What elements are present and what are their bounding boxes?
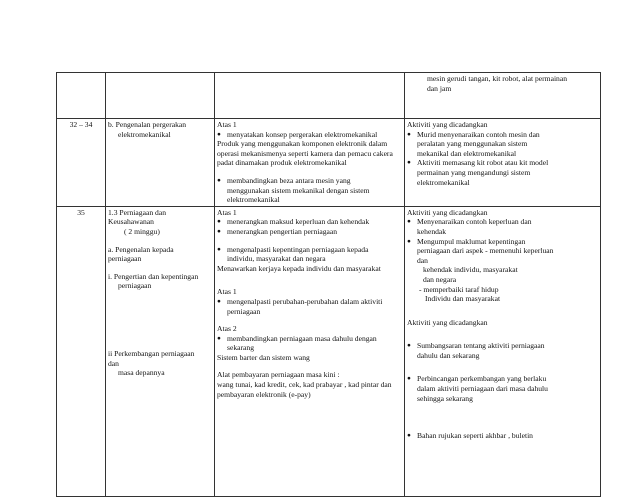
activity-cell xyxy=(405,73,601,119)
table-row xyxy=(57,119,601,207)
text-line: Sistem barter dan sistem wang xyxy=(217,352,310,362)
bullet-item: ● Perbincangan perkembangan yang berlaku dalam aktiviti perniagaan dari masa dahulu sehingga sekarang xyxy=(407,374,548,403)
topic-cell xyxy=(106,73,215,119)
outcome-title: Atas 1 xyxy=(217,207,237,217)
text-line: padat dinamakan produk elektromekanikal xyxy=(217,158,347,168)
bullet-item: ● membandingkan perniagaan masa dahulu dengan sekarang xyxy=(217,333,377,353)
text-line: Keusahawanan xyxy=(108,217,154,227)
bullet-icon: ● xyxy=(407,218,411,226)
bullet-icon: ● xyxy=(217,227,221,235)
text-line: dan xyxy=(108,358,119,368)
week-cell: 35 xyxy=(57,206,106,496)
text-line: b. Pengenalan pergerakan xyxy=(108,120,187,129)
bullet-icon: ● xyxy=(407,432,411,440)
topic-cell xyxy=(106,119,215,207)
text-line: Alat pembayaran perniagaan masa kini : xyxy=(217,370,340,380)
outcome-cell xyxy=(215,206,405,496)
bullet-icon: ● xyxy=(407,375,411,383)
outcome-cell xyxy=(215,73,405,119)
bullet-item: ● mengenalpasti perubahan-perubahan dalam aktiviti perniagaan xyxy=(217,296,383,316)
text-line: i. Pengertian dan kepentingan xyxy=(108,271,199,281)
text-line: - memperbaiki taraf hidup xyxy=(419,284,499,294)
bullet-item: ● Aktiviti memasang kit robot atau kit model permainan yang mengandungi sistem elektromekanikal xyxy=(407,158,549,187)
bullet-icon: ● xyxy=(217,297,221,305)
text-line: pembayaran elektronik (e-pay) xyxy=(217,389,311,399)
table-row xyxy=(57,73,601,119)
topic-cell xyxy=(106,206,215,496)
text-line: kehendak individu, masyarakat xyxy=(423,265,518,275)
bullet-icon: ● xyxy=(407,159,411,167)
text-line: Produk yang menggunakan komponen elektronik dalam xyxy=(217,139,388,149)
activity-cell xyxy=(405,119,601,207)
table-row xyxy=(57,206,601,496)
text-line: dan jam xyxy=(427,83,452,93)
text-line: wang tunai, kad kredit, cek, kad prabayar , kad pintar dan xyxy=(217,380,392,390)
bullet-item: ● menerangkan pengertian perniagaan xyxy=(217,226,338,236)
activity-title: Aktiviti yang dicadangkan xyxy=(407,120,488,129)
text-line: perniagaan xyxy=(108,254,142,264)
bullet-icon: ● xyxy=(217,218,221,226)
week-cell xyxy=(57,73,106,119)
bullet-icon: ● xyxy=(407,237,411,245)
activity-title: Aktiviti yang dicadangkan xyxy=(407,317,488,327)
bullet-item: ● Menyenaraikan contoh keperluan dan kehendak xyxy=(407,217,532,236)
activity-title: Aktiviti yang dicadangkan xyxy=(407,207,488,217)
text-line: elektromekanikal xyxy=(118,129,171,139)
text-line: 1.3 Perniagaan dan xyxy=(108,207,166,217)
text-line: dan negara xyxy=(423,274,457,284)
bullet-icon: ● xyxy=(217,130,221,138)
bullet-icon: ● xyxy=(407,130,411,138)
outcome-title: Atas 1 xyxy=(217,287,237,297)
outcome-title: Atas 2 xyxy=(217,324,237,334)
bullet-icon: ● xyxy=(217,334,221,342)
activity-cell xyxy=(405,206,601,496)
outcome-title: Atas 1 xyxy=(217,120,237,129)
bullet-item: ● Mengumpul maklumat kepentingan perniagaan dari aspek - memenuhi keperluan dan xyxy=(407,236,554,265)
bullet-icon: ● xyxy=(217,245,221,253)
bullet-item: ● menerangkan maksud keperluan dan kehendak xyxy=(217,217,370,227)
lesson-plan-table xyxy=(56,72,601,497)
text-line: a. Pengenalan kepada xyxy=(108,244,174,254)
bullet-item: ● menyatakan konsep pergerakan elektromekanikal xyxy=(217,129,378,139)
bullet-item: ● Bahan rujukan seperti akhbar , buletin xyxy=(407,431,533,441)
text-line: perniagaan xyxy=(118,281,152,291)
text-line: operasi mekanismenya seperti kamera dan pemacu cakera xyxy=(217,148,393,158)
outcome-cell xyxy=(215,119,405,207)
text-line: Individu dan masyarakat xyxy=(425,294,501,304)
week-cell: 32 – 34 xyxy=(57,119,106,207)
text-line: Menawarkan kerjaya kepada individu dan masyarakat xyxy=(217,263,381,273)
bullet-item: ● mengenalpasti kepentingan perniagaan kepada individu, masyarakat dan negara xyxy=(217,244,369,264)
text-line: ii Perkembangan perniagaan xyxy=(108,348,195,358)
text-line: masa depannya xyxy=(118,368,165,378)
text-line: mesin gerudi tangan, kit robot, alat permainan xyxy=(427,74,568,83)
bullet-item: ● Murid menyenaraikan contoh mesin dan peralatan yang menggunakan sistem mekanikal dan elektromekanikal xyxy=(407,129,540,158)
text-line: ( 2 minggu) xyxy=(124,226,160,236)
bullet-icon: ● xyxy=(217,176,221,184)
bullet-icon: ● xyxy=(407,342,411,350)
bullet-item: ● membandingkan beza antara mesin yang menggunakan sistem mekanikal dengan sistem elektromekanikal xyxy=(217,175,370,205)
bullet-item: ● Sumbangsaran tentang aktiviti perniagaan dahulu dan sekarang xyxy=(407,341,545,360)
